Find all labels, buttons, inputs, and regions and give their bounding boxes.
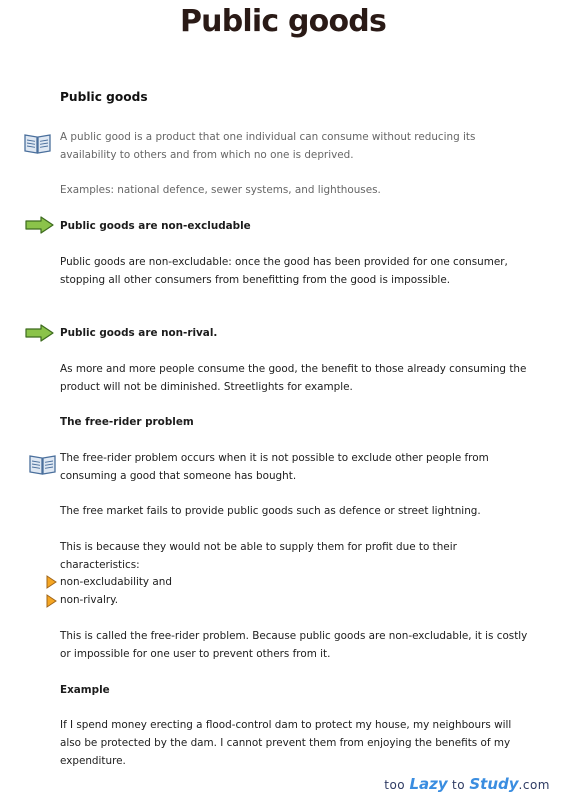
non-excludable-text: Public goods are non-excludable: once the good has been provided for one consumer, stopping all other consumers from benefitting from the good is impossible. (60, 256, 508, 286)
free-rider-called-text: This is called the free-rider problem. Because public goods are non-excludable, it is costly or impossible for one user to prevent others from it. (60, 630, 528, 660)
examples-text: Examples: national defence, sewer systems, and lighthouses. (60, 184, 381, 196)
page-title: Public goods (179, 4, 387, 39)
non-excludable-heading: Public goods are non-excludable (60, 220, 251, 232)
definition-text: A public good is a product that one individual can consume without reducing its availability to others and from which no one is deprived. (60, 131, 476, 161)
free-rider-heading: The free-rider problem (60, 416, 194, 428)
footer-too: too (384, 778, 406, 792)
section-heading-public-goods: Public goods (60, 90, 148, 104)
because-text: This is because they would not be able to supply them for profit due to their characteristics: (60, 541, 457, 571)
footer-lazy: Lazy (409, 775, 448, 793)
list-item: non-rivalry. (60, 594, 119, 606)
green-arrow-icon (25, 216, 54, 234)
book-icon (29, 453, 56, 475)
footer-to: to (452, 778, 466, 792)
footer-com: .com (518, 778, 550, 792)
book-icon (24, 132, 51, 154)
non-rival-text: As more and more people consume the good, the benefit to those already consuming the product will not be diminished. Streetlights for example. (60, 363, 527, 393)
non-rival-heading: Public goods are non-rival. (60, 327, 218, 339)
orange-triangle-bullet-icon (46, 594, 57, 608)
footer-study: Study (469, 775, 519, 793)
orange-triangle-bullet-icon (46, 575, 57, 589)
green-arrow-icon (25, 324, 54, 342)
market-fails-text: The free market fails to provide public goods such as defence or street lightning. (60, 505, 481, 517)
footer-logo (384, 775, 550, 793)
example-text: If I spend money erecting a flood-control dam to protect my house, my neighbours will also be protected by the dam. I cannot prevent them from enjoying the benefits of my expenditure. (60, 719, 512, 767)
list-item: non-excludability and (60, 576, 172, 588)
example-heading: Example (60, 684, 110, 696)
free-rider-definition: The free-rider problem occurs when it is not possible to exclude other people from consuming a good that someone has bought. (60, 452, 489, 482)
